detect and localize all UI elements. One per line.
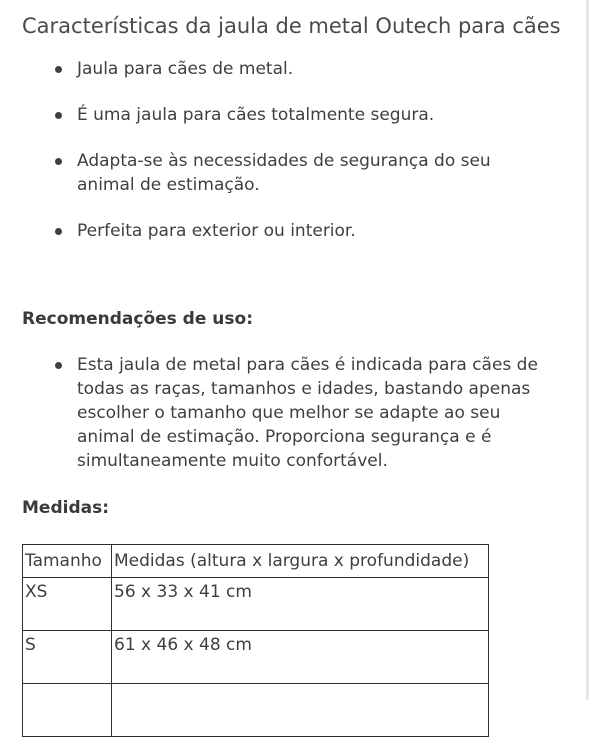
feature-text: Perfeita para exterior ou interior. [77,221,356,241]
measure-cell: 61 x 46 x 48 cm [112,631,489,684]
list-item [0,149,507,197]
recommendations-list [0,353,560,473]
column-header: Tamanho [23,545,112,578]
size-cell: XS [23,578,112,631]
features-list [0,57,560,265]
bullet-icon [55,112,62,119]
table-row [23,684,489,737]
table-row [23,578,489,631]
recommendations-heading: Recomendações de uso: [22,309,254,329]
table-header-row [23,545,489,578]
page-title: Características da jaula de metal Outech para cães [22,14,561,38]
column-header: Medidas (altura x largura x profundidade) [112,545,489,578]
recommendation-text: Esta jaula de metal para cães é indicada para cães de todas as raças, tamanhos e idades, bastando apenas escolher o tamanho que melhor se adapte ao seu animal de estimação. Proporciona segurança e é simultaneamente muito confortável. [77,355,538,471]
list-item [0,353,552,473]
measure-cell [112,684,489,737]
list-item [0,57,560,81]
table-row [23,631,489,684]
bullet-icon [55,66,62,73]
size-cell [23,684,112,737]
measures-table [22,544,489,737]
list-item [0,219,560,243]
measures-heading: Medidas: [22,498,110,518]
measure-cell: 56 x 33 x 41 cm [112,578,489,631]
bullet-icon [55,362,62,369]
bullet-icon [55,228,62,235]
feature-text: Adapta-se às necessidades de segurança do seu animal de estimação. [77,151,491,195]
feature-text: Jaula para cães de metal. [77,59,294,79]
size-cell: S [23,631,112,684]
list-item [0,103,560,127]
feature-text: É uma jaula para cães totalmente segura. [77,105,435,125]
bullet-icon [55,158,62,165]
